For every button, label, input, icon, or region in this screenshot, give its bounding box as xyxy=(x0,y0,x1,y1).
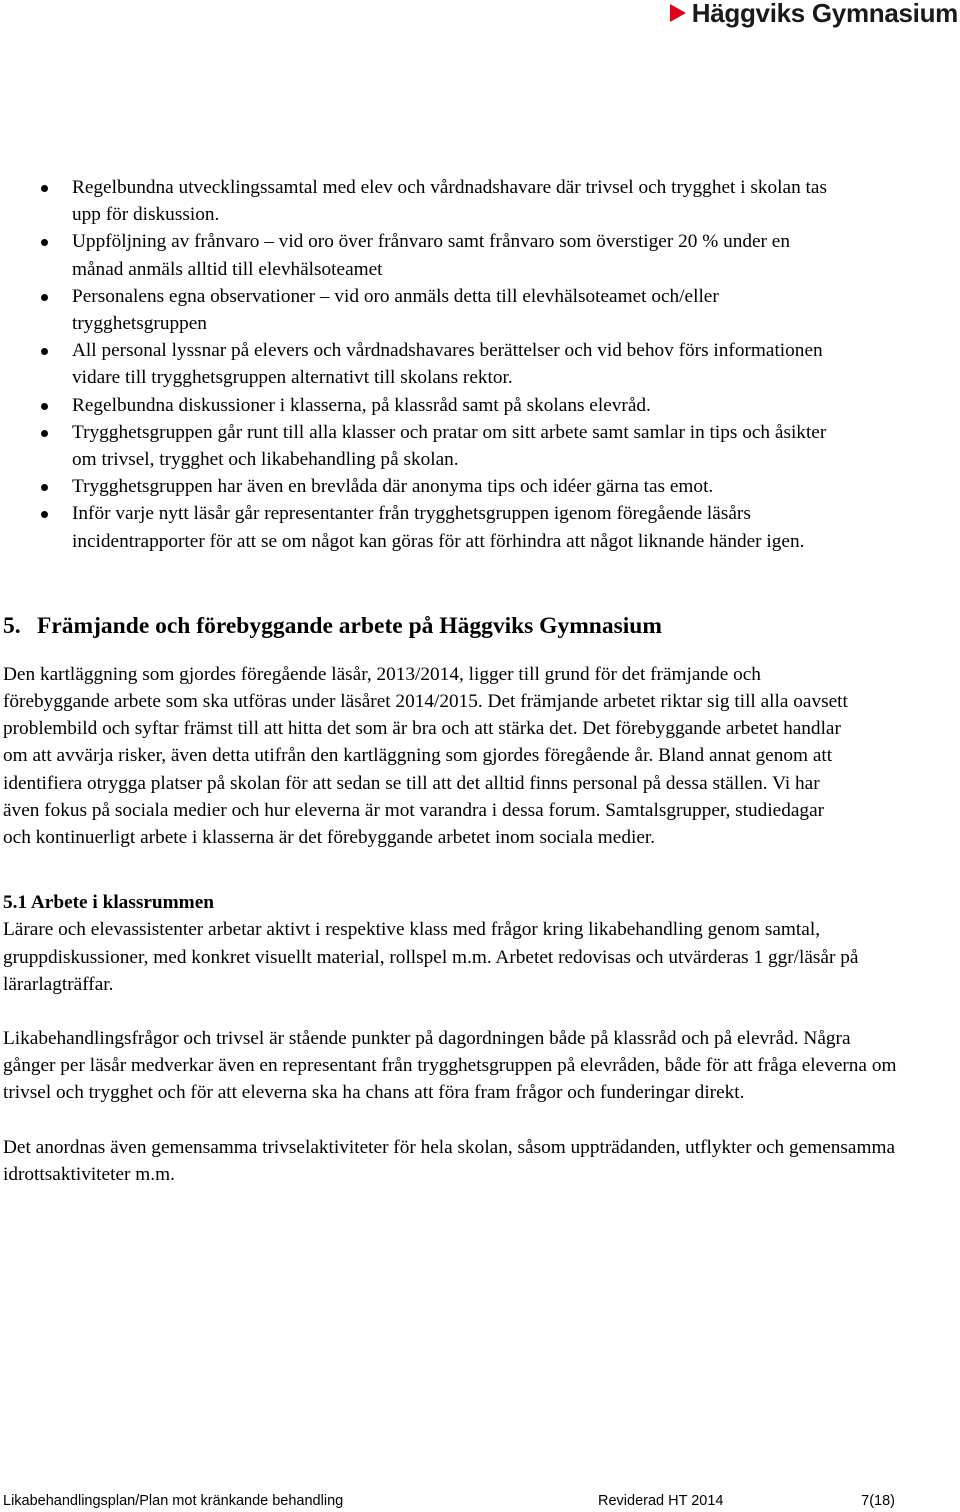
list-item xyxy=(3,337,842,391)
list-item xyxy=(3,174,842,228)
red-play-triangle-icon xyxy=(670,4,686,22)
list-item-text: Trygghetsgruppen går runt till alla klasser och pratar om sitt arbete samt samlar in tips och åsikter om trivsel, trygghet och likabehandling på skolan. xyxy=(72,421,827,471)
list-item-text: Inför varje nytt läsår går representanter från trygghetsgruppen igenom föregående läsårs incidentrapporter för att se om något kan göras för att förhindra att något liknande händer igen. xyxy=(72,503,805,552)
paragraph: Lärare och elevassistenter arbetar aktivt i respektive klass med frågor kring likabehandling genom samtal, gruppdiskussioner, med konkret visuellt material, rollspel m.m. Arbetet redovisas och utvärderas 1 ggr/läsår på lärarlagträffar. xyxy=(3,919,859,995)
paragraph: Det anordnas även gemensamma trivselaktiviteter för hela skolan, såsom uppträdanden, utflykter och gemensamma idrottsaktiviteter m.m. xyxy=(3,1136,896,1185)
logo-text: Häggviks Gymnasium xyxy=(691,0,958,28)
document-body xyxy=(3,174,903,1188)
footer-page-number: 7(18) xyxy=(861,1493,895,1509)
school-logo xyxy=(670,0,958,26)
bullet-icon xyxy=(41,511,48,518)
list-item xyxy=(3,500,842,554)
list-item-text: Regelbundna diskussioner i klasserna, på klassråd samt på skolans elevråd. xyxy=(72,394,651,416)
list-item-text: Uppföljning av frånvaro – vid oro över frånvaro samt frånvaro som överstiger 20 % under en månad anmäls alltid till elevhälsoteamet xyxy=(72,231,791,280)
bullet-icon xyxy=(41,484,48,491)
paragraph: Likabehandlingsfrågor och trivsel är stående punkter på dagordningen både på klassråd och på elevråd. Några gånger per läsår medverkar även en representant från trygghetsgruppen på elevråden, både för att fråga eleverna om trivsel och trygghet och för att eleverna ska ha chans att föra fram frågor och funderingar direkt. xyxy=(3,1028,897,1104)
measures-bullet-list xyxy=(3,174,903,555)
list-item-text: Personalens egna observationer – vid oro anmäls detta till elevhälsoteamet och/eller trygghetsgruppen xyxy=(72,285,719,335)
section-heading xyxy=(3,611,903,641)
section-intro-paragraph: Den kartläggning som gjordes föregående läsår, 2013/2014, ligger till grund för det främjande och förebyggande arbete som ska utföras under läsåret 2014/2015. Det främjande arbetet riktar sig till alla oavsett problembild och syftar främst till att hitta det som är bra och att stärka det. Det förebyggande arbetet handlar om att avvärja risker, även detta utifrån den kartläggning som gjordes föregående år. Bland annat genom att identifiera otrygga platser på skolan för att sedan se till att det alltid finns personal på dessa ställen. Vi har även fokus på sociala medier och hur eleverna är mot varandra i dessa forum. Samtalsgrupper, studiedagar och kontinuerligt arbete i klasserna är det förebyggande arbetet inom sociala medier. xyxy=(3,663,848,849)
bullet-icon xyxy=(41,430,48,437)
list-item-text: All personal lyssnar på elevers och vårdnadshavares berättelser och vid behov förs informationen vidare till trygghetsgruppen alternativt till skolans rektor. xyxy=(72,340,823,389)
bullet-icon xyxy=(41,403,48,410)
list-item xyxy=(3,419,842,473)
list-item xyxy=(3,392,842,419)
bullet-icon xyxy=(41,185,48,192)
footer-document-title: Likabehandlingsplan/Plan mot kränkande behandling xyxy=(3,1493,344,1509)
list-item xyxy=(3,473,842,500)
bullet-icon xyxy=(41,294,48,301)
list-item-text: Regelbundna utvecklingssamtal med elev och vårdnadshavare där trivsel och trygghet i skolan tas upp för diskussion. xyxy=(72,177,827,226)
section-title: Främjande och förebyggande arbete på Häggviks Gymnasium xyxy=(37,612,662,639)
list-item xyxy=(3,228,842,282)
bullet-icon xyxy=(41,348,48,355)
list-item-text: Trygghetsgruppen har även en brevlåda där anonyma tips och idéer gärna tas emot. xyxy=(72,476,714,498)
footer-revision: Reviderad HT 2014 xyxy=(598,1493,724,1509)
section-number: 5. xyxy=(3,612,21,639)
list-item xyxy=(3,283,842,337)
subsection-heading: 5.1 Arbete i klassrummen xyxy=(3,892,215,914)
bullet-icon xyxy=(41,239,48,246)
